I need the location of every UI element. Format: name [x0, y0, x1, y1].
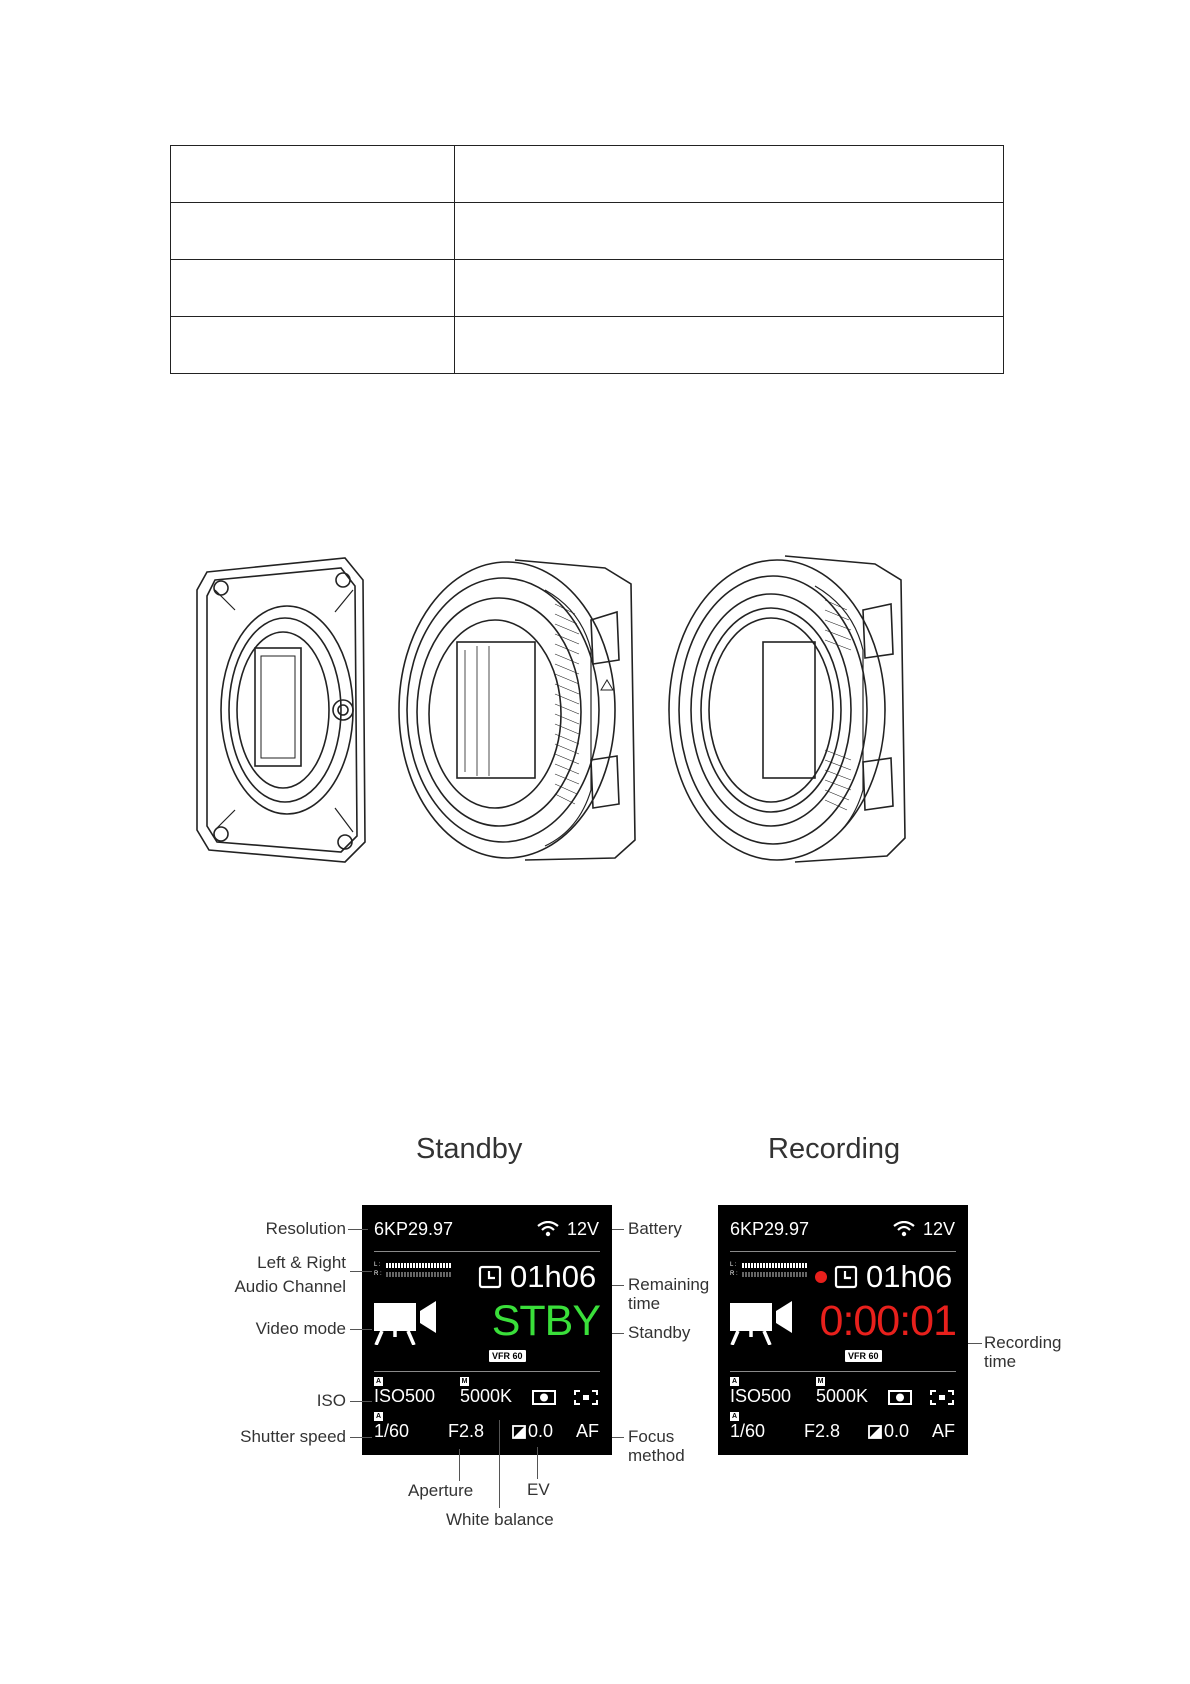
callout-focus-1: Focus [628, 1427, 675, 1446]
table-cell [455, 317, 1004, 374]
video-camera-icon [374, 1301, 442, 1345]
callout-recording-2: time [984, 1352, 1017, 1371]
shutter-auto-badge: A [731, 1413, 738, 1420]
recording-time-value: 0:00:01 [819, 1297, 956, 1345]
shutter-value: 1/60 [374, 1421, 410, 1441]
vfr-badge: VFR 60 [845, 1350, 882, 1362]
callout-shutter: Shutter speed [240, 1427, 346, 1446]
callout-audio-1: Left & Right [257, 1253, 346, 1272]
spec-table [170, 145, 1004, 374]
iso-value: ISO500 [730, 1386, 792, 1406]
iso-auto-badge: A [731, 1378, 738, 1385]
focus-area-icon [930, 1390, 954, 1405]
table-row [171, 203, 1004, 260]
exposure-icon [868, 1425, 882, 1439]
table-cell [455, 260, 1004, 317]
adapter-mount-wide [669, 556, 905, 862]
leader-line [350, 1271, 372, 1272]
table-cell [171, 146, 455, 203]
battery-value: 12V [567, 1219, 600, 1239]
adapter-mount-knurled [399, 560, 635, 860]
audio-left-label: L : [730, 1262, 737, 1268]
wb-manual-badge: M [817, 1378, 824, 1385]
leader-line [350, 1401, 372, 1402]
record-dot-icon [815, 1271, 827, 1283]
shutter-auto-badge: A [375, 1413, 382, 1420]
audio-meter [374, 1262, 454, 1278]
standby-screen [362, 1205, 612, 1455]
ev-value: 0.0 [528, 1421, 554, 1441]
recording-title: Recording [768, 1133, 901, 1165]
metering-icon [532, 1390, 556, 1405]
table-cell [171, 203, 455, 260]
leader-line [537, 1447, 538, 1479]
audio-right-label: R : [374, 1271, 382, 1277]
focus-mode-value: AF [576, 1421, 600, 1441]
battery-value: 12V [923, 1219, 956, 1239]
standby-status: STBY [491, 1297, 600, 1345]
clock-icon [478, 1265, 502, 1289]
table-row [171, 146, 1004, 203]
standby-title: Standby [416, 1133, 523, 1165]
remaining-time-value: 01h06 [866, 1259, 953, 1294]
callout-remaining-2: time [628, 1294, 661, 1313]
shutter-value: 1/60 [730, 1421, 766, 1441]
leader-line [350, 1437, 372, 1438]
exposure-icon [512, 1425, 526, 1439]
iso-auto-badge: A [375, 1378, 382, 1385]
audio-right-label: R : [730, 1271, 738, 1277]
wb-manual-badge: M [461, 1378, 468, 1385]
clock-icon [834, 1265, 858, 1289]
callout-white-balance: White balance [446, 1510, 554, 1529]
white-balance-value: 5000K [816, 1386, 869, 1406]
aperture-value: F2.8 [804, 1421, 841, 1441]
divider [374, 1251, 600, 1252]
divider [730, 1251, 956, 1252]
leader-line [350, 1329, 372, 1330]
callout-resolution: Resolution [265, 1219, 346, 1238]
remaining-time-value: 01h06 [510, 1259, 597, 1294]
table-row [171, 260, 1004, 317]
callout-audio-2: Audio Channel [234, 1277, 346, 1296]
table-cell [171, 260, 455, 317]
video-camera-icon [730, 1301, 798, 1345]
callout-focus-2: method [628, 1446, 685, 1465]
vfr-badge: VFR 60 [489, 1350, 526, 1362]
iso-value: ISO500 [374, 1386, 436, 1406]
leader-line [612, 1229, 624, 1230]
audio-left-label: L : [374, 1262, 381, 1268]
divider [730, 1371, 956, 1372]
white-balance-value: 5000K [460, 1386, 513, 1406]
leader-line [348, 1229, 368, 1230]
focus-mode-value: AF [932, 1421, 956, 1441]
callout-recording-1: Recording [984, 1333, 1062, 1352]
leader-line [459, 1449, 460, 1481]
wifi-icon [537, 1221, 559, 1237]
leader-line [968, 1343, 982, 1344]
callout-remaining-1: Remaining [628, 1275, 710, 1294]
table-row [171, 317, 1004, 374]
callout-battery: Battery [628, 1219, 682, 1238]
focus-area-icon [574, 1390, 598, 1405]
metering-icon [888, 1390, 912, 1405]
flat-mount-plate [197, 558, 365, 862]
leader-line [499, 1420, 500, 1508]
leader-line [612, 1285, 624, 1286]
callout-aperture: Aperture [408, 1481, 474, 1500]
leader-line [612, 1333, 624, 1334]
ev-value: 0.0 [884, 1421, 910, 1441]
divider [374, 1371, 600, 1372]
lens-mount-illustrations [195, 550, 995, 870]
audio-meter [730, 1262, 810, 1278]
table-cell [455, 203, 1004, 260]
resolution-value: 6KP29.97 [730, 1219, 810, 1239]
recording-screen [718, 1205, 968, 1455]
callout-ev: EV [527, 1480, 550, 1499]
aperture-value: F2.8 [448, 1421, 485, 1441]
resolution-value: 6KP29.97 [374, 1219, 454, 1239]
table-cell [171, 317, 455, 374]
leader-line [612, 1437, 624, 1438]
callout-standby: Standby [628, 1323, 691, 1342]
wifi-icon [893, 1221, 915, 1237]
callout-iso: ISO [316, 1391, 346, 1410]
table-cell [455, 146, 1004, 203]
callout-video-mode: Video mode [255, 1319, 346, 1338]
